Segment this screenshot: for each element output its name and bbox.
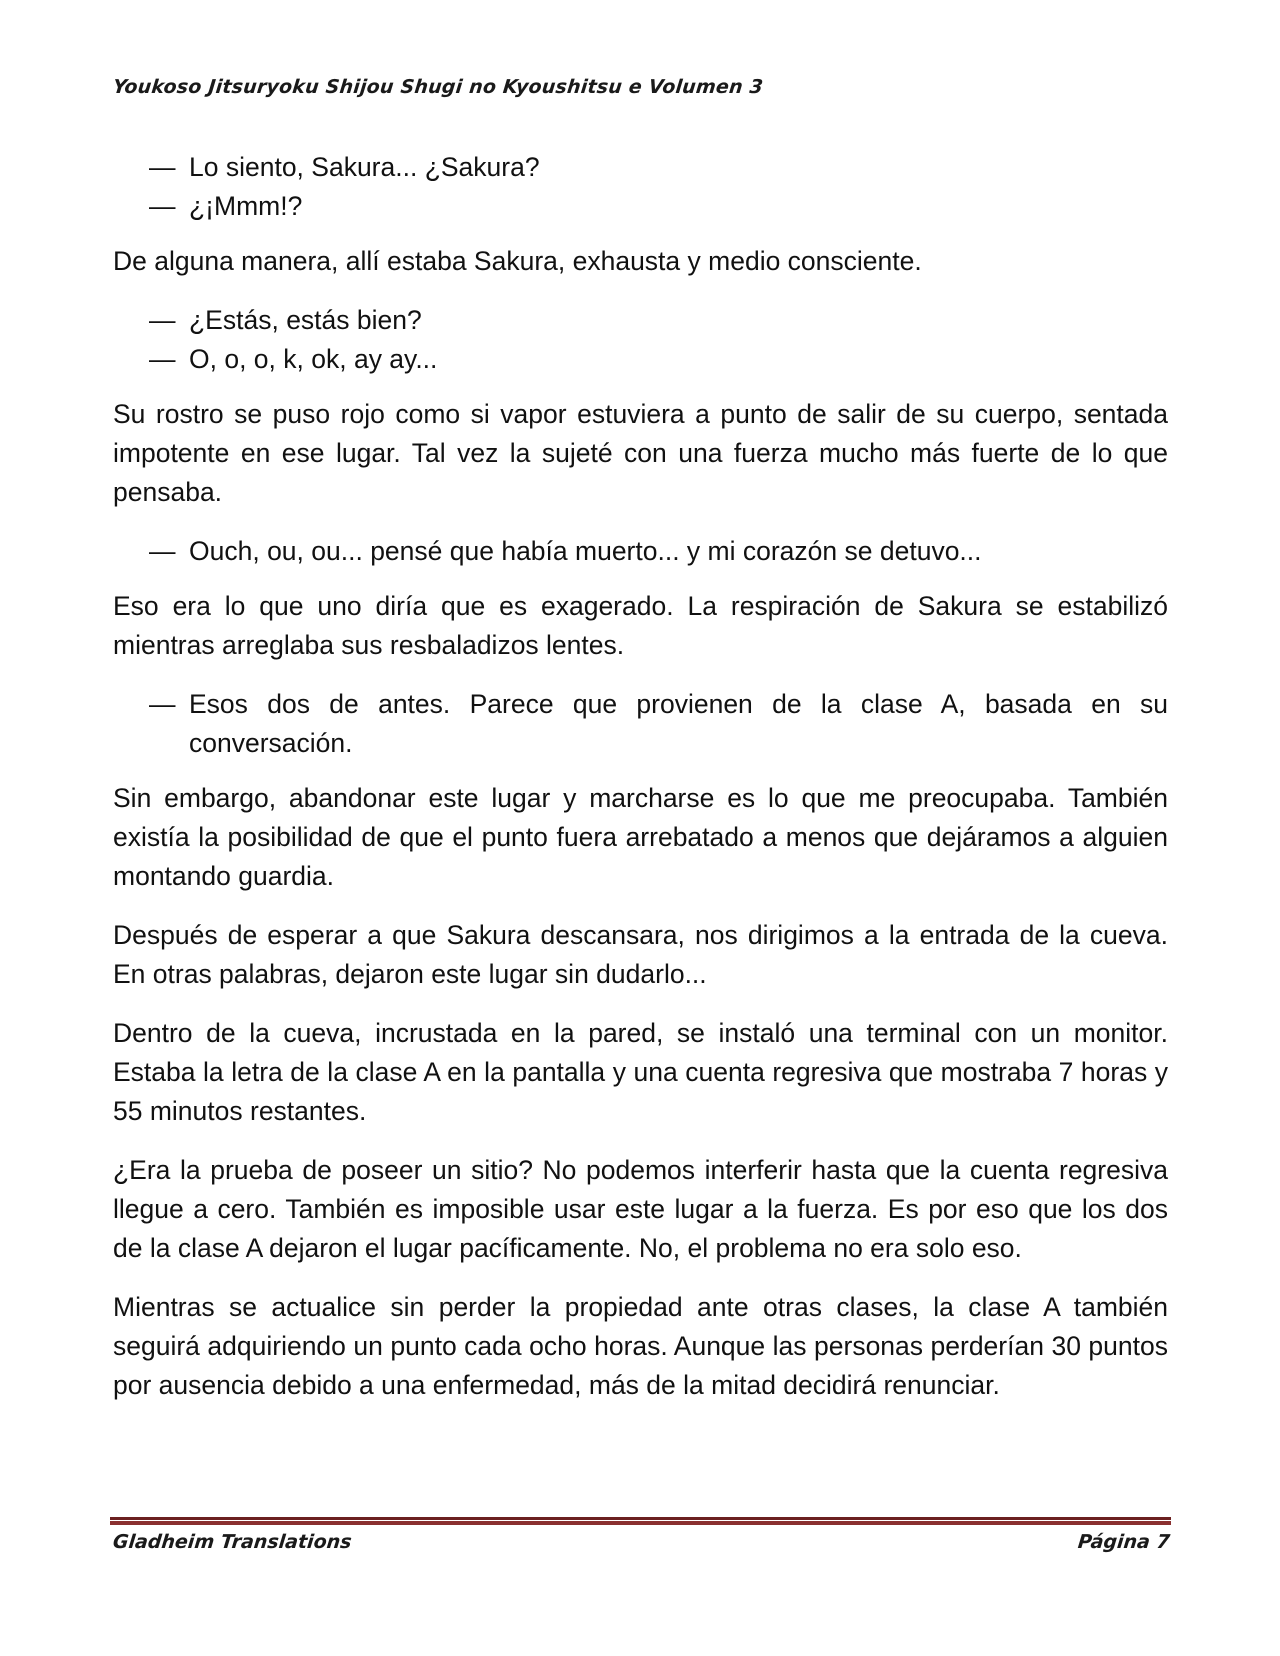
footer-page-number: Página 7 bbox=[1077, 1531, 1172, 1553]
dialogue-line bbox=[113, 340, 1168, 379]
dialogue-text: ¿Estás, estás bien? bbox=[189, 305, 422, 335]
dialogue-text: O, o, o, k, ok, ay ay... bbox=[189, 344, 438, 374]
dialogue-text: Esos dos de antes. Parece que provienen de la clase A, basada en su conversación. bbox=[189, 689, 1168, 758]
paragraph: Mientras se actualice sin perder la propiedad ante otras clases, la clase A también seguirá adquiriendo un punto cada ocho horas. Aunque las personas perderían 30 puntos por ausencia debido a una enfermedad, más de la mitad decidirá renunciar. bbox=[113, 1292, 1168, 1400]
dialogue-dash: — bbox=[149, 536, 176, 566]
dialogue-text: Lo siento, Sakura... ¿Sakura? bbox=[189, 152, 540, 182]
paragraph: Dentro de la cueva, incrustada en la pared, se instaló una terminal con un monitor. Estaba la letra de la clase A en la pantalla y una cuenta regresiva que mostraba 7 horas y 55 minutos restantes. bbox=[113, 1018, 1168, 1126]
paragraph: Eso era lo que uno diría que es exagerado. La respiración de Sakura se estabilizó mientras arreglaba sus resbaladizos lentes. bbox=[113, 591, 1168, 660]
dialogue-line bbox=[113, 532, 1168, 571]
dialogue-dash: — bbox=[149, 344, 176, 374]
dialogue-text: Ouch, ou, ou... pensé que había muerto... y mi corazón se detuvo... bbox=[189, 536, 982, 566]
dialogue-line bbox=[113, 187, 1168, 226]
footer-divider bbox=[110, 1517, 1171, 1526]
dialogue-line bbox=[113, 148, 1168, 187]
paragraph: Su rostro se puso rojo como si vapor estuviera a punto de salir de su cuerpo, sentada impotente en ese lugar. Tal vez la sujeté con una fuerza mucho más fuerte de lo que pensaba. bbox=[113, 399, 1168, 507]
dialogue-line bbox=[113, 685, 1168, 763]
dialogue-dash: — bbox=[149, 191, 176, 221]
paragraph: Después de esperar a que Sakura descansara, nos dirigimos a la entrada de la cueva. En otras palabras, dejaron este lugar sin dudarlo... bbox=[113, 920, 1168, 989]
page-body bbox=[113, 148, 1168, 1425]
dialogue-dash: — bbox=[149, 689, 176, 719]
dialogue-line bbox=[113, 301, 1168, 340]
footer-publisher: Gladheim Translations bbox=[111, 1531, 353, 1553]
dialogue-dash: — bbox=[149, 152, 176, 182]
page-header-title: Youkoso Jitsuryoku Shijou Shugi no Kyoushitsu e Volumen 3 bbox=[111, 76, 765, 98]
dialogue-text: ¿¡Mmm!? bbox=[189, 191, 303, 221]
dialogue-dash: — bbox=[149, 305, 176, 335]
dialogue-block bbox=[113, 148, 1168, 226]
dialogue-block bbox=[113, 685, 1168, 763]
footer-rule-light bbox=[110, 1521, 1171, 1525]
dialogue-block bbox=[113, 532, 1168, 571]
dialogue-block bbox=[113, 301, 1168, 379]
paragraph: Sin embargo, abandonar este lugar y marcharse es lo que me preocupaba. También existía la posibilidad de que el punto fuera arrebatado a menos que dejáramos a alguien montando guardia. bbox=[113, 783, 1168, 891]
paragraph: De alguna manera, allí estaba Sakura, exhausta y medio consciente. bbox=[113, 246, 922, 276]
paragraph: ¿Era la prueba de poseer un sitio? No podemos interferir hasta que la cuenta regresiva llegue a cero. También es imposible usar este lugar a la fuerza. Es por eso que los dos de la clase A dejaron el lugar pacíficamente. No, el problema no era solo eso. bbox=[113, 1155, 1168, 1263]
